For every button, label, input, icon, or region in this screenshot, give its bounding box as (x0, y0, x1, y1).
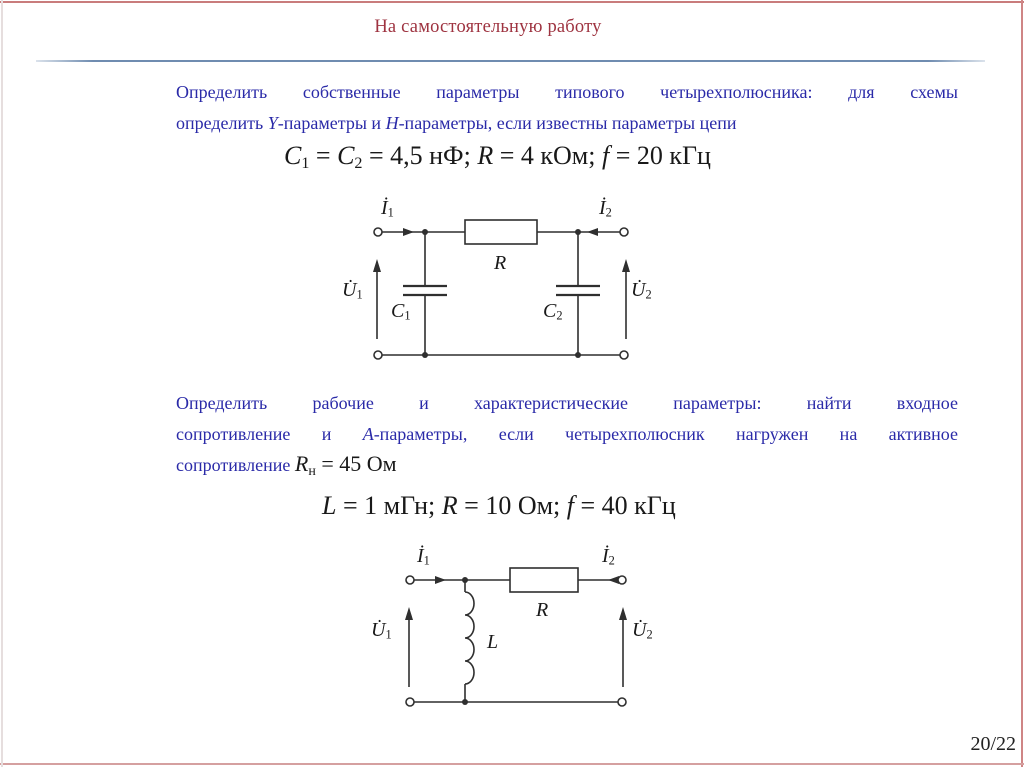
circuit2-inductor-label: L (487, 631, 499, 653)
terminal (406, 698, 414, 706)
task2-paragraph (176, 388, 958, 488)
task1-formula: C1 = C2 = 4,5 нФ; R = 4 кОм; f = 20 кГц (284, 141, 711, 173)
junction-dot (422, 352, 428, 358)
circuit2-resistor-label: R (536, 599, 549, 621)
circuit2-schematic (360, 542, 670, 717)
circuit1-pi-network (335, 196, 665, 374)
resistor-r-body (465, 220, 537, 244)
i2-arrowhead (587, 228, 598, 236)
junction-dot (575, 229, 581, 235)
circuit1-current-i1-label: İ1 (381, 197, 394, 220)
u1-arrowhead (373, 259, 381, 272)
u2-arrowhead (619, 607, 627, 620)
page-number: 20/22 (970, 733, 1016, 755)
frame-border-left (1, 0, 3, 767)
circuit1-current-i2-label: İ2 (599, 197, 612, 220)
circuit1-voltage-u1-label: U̇1 (342, 279, 363, 302)
terminal (620, 351, 628, 359)
circuit2-voltage-u1-label: U̇1 (371, 619, 392, 642)
frame-border-right (1021, 0, 1023, 767)
circuit1-schematic (335, 196, 665, 374)
circuit2-current-i1-label: İ1 (417, 545, 430, 568)
divider-rule (36, 60, 985, 62)
task1-line-1: Определить собственные параметры типового четырехполюсника: для схемы (176, 82, 958, 102)
terminal (618, 698, 626, 706)
terminal (618, 576, 626, 584)
terminal (374, 351, 382, 359)
u1-arrowhead (405, 607, 413, 620)
task2-line-3: сопротивление $R_н = 45$ Ом (176, 451, 397, 480)
circuit2-current-i2-label: İ2 (602, 545, 615, 568)
u2-arrowhead (622, 259, 630, 272)
junction-dot (575, 352, 581, 358)
circuit1-voltage-u2-label: U̇2 (631, 279, 652, 302)
task1-line-2: определить Y-параметры и H-параметры, если известны параметры цепи (176, 112, 737, 133)
task2-formula: L = 1 мГн; R = 10 Ом; f = 40 кГц (322, 491, 676, 520)
circuit2-voltage-u2-label: U̇2 (632, 619, 653, 642)
frame-border-bottom (0, 763, 1024, 765)
frame-border-top (0, 1, 1024, 3)
junction-dot (462, 699, 468, 705)
circuit2-gamma-network (360, 542, 670, 717)
junction-dot (462, 577, 468, 583)
task1-paragraph (176, 77, 958, 138)
i1-arrowhead (435, 576, 446, 584)
circuit1-resistor-label: R (494, 252, 507, 274)
inductor-l-coil (465, 592, 474, 684)
junction-dot (422, 229, 428, 235)
terminal (374, 228, 382, 236)
resistor-r-body (510, 568, 578, 592)
slide-title: На самостоятельную работу (374, 17, 602, 37)
terminal (620, 228, 628, 236)
circuit1-capacitor-c1-label: C1 (391, 300, 411, 323)
task2-line-2: сопротивление и A-параметры, если четырехполюсник нагружен на активное (176, 423, 958, 444)
terminal (406, 576, 414, 584)
task2-line-1: Определить рабочие и характеристические параметры: найти входное (176, 393, 958, 413)
i1-arrowhead (403, 228, 414, 236)
circuit1-capacitor-c2-label: C2 (543, 300, 563, 323)
